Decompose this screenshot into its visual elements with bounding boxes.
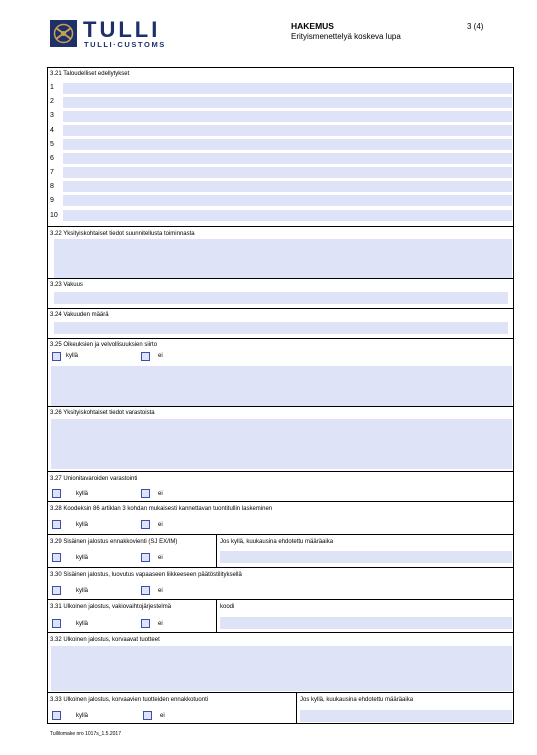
text-area[interactable] [51, 419, 512, 469]
no-checkbox[interactable] [141, 520, 150, 529]
section-label: 3.33 Ulkoinen jalostus, korvaavien tuotteiden ennakkotuonti [50, 697, 209, 703]
row-number: 2 [50, 98, 54, 105]
divider [47, 567, 514, 568]
text-field[interactable] [63, 139, 512, 150]
divider [47, 278, 514, 279]
divider [47, 632, 514, 633]
text-field[interactable] [63, 111, 512, 122]
row-number: 4 [50, 127, 54, 134]
no-label: ei [158, 588, 163, 594]
text-field[interactable] [63, 181, 512, 192]
no-checkbox[interactable] [143, 711, 152, 720]
section-label: 3.29 Sisäinen jalostus ennakkovienti (SJ EX/IM) [50, 539, 178, 545]
section-label: 3.28 Koodeksin 86 artiklan 3 kohdan mukaisesti kannettavan tuontitullin laskeminen [50, 506, 273, 512]
divider [47, 471, 514, 472]
logo-text: TULLI [83, 17, 161, 42]
column-divider [216, 534, 217, 567]
no-label: ei [158, 555, 163, 561]
section-label: 3.31 Ulkoinen jalostus, vakiovaihtojärjestelmä [50, 604, 172, 610]
no-label: ei [158, 353, 163, 359]
row-number: 8 [50, 183, 54, 190]
right-label: koodi [220, 604, 235, 610]
divider [47, 406, 514, 407]
no-checkbox[interactable] [141, 619, 150, 628]
no-label: ei [158, 621, 163, 627]
no-checkbox[interactable] [141, 553, 150, 562]
months-field[interactable] [220, 551, 512, 563]
section-label: 3.22 Yksityiskohtaiset tiedot suunnitellusta toiminnasta [50, 231, 195, 237]
right-label: Jos kyllä, kuukausina ehdotettu määräaika [300, 697, 414, 703]
form-id: Tullilomake nro 1017s_1.5.2017 [50, 731, 121, 737]
divider [47, 338, 514, 339]
section-label: 3.26 Yksityiskohtaiset tiedot varastoista [50, 410, 155, 416]
yes-label: kyllä [76, 491, 89, 497]
section-label: 3.24 Vakuuden määrä [50, 312, 109, 318]
text-area[interactable] [54, 239, 512, 279]
text-area[interactable] [51, 646, 512, 691]
text-field[interactable] [63, 153, 512, 164]
divider [47, 226, 514, 227]
row-number: 6 [50, 155, 54, 162]
divider [47, 501, 514, 502]
text-field[interactable] [63, 97, 512, 108]
section-label: 3.23 Vakuus [50, 282, 83, 288]
section-label: 3.32 Ulkoinen jalostus, korvaavat tuotteet [50, 637, 160, 643]
row-number: 5 [50, 141, 54, 148]
yes-checkbox[interactable] [52, 619, 61, 628]
row-number: 3 [50, 112, 54, 119]
divider [47, 534, 514, 535]
text-field[interactable] [63, 125, 512, 136]
no-label: ei [158, 522, 163, 528]
no-checkbox[interactable] [141, 489, 150, 498]
yes-label: kyllä [66, 353, 79, 359]
months-field[interactable] [300, 710, 512, 722]
yes-checkbox[interactable] [52, 586, 61, 595]
text-field[interactable] [63, 195, 512, 206]
yes-checkbox[interactable] [52, 711, 61, 720]
row-number: 9 [50, 197, 54, 204]
yes-label: kyllä [76, 621, 89, 627]
yes-label: kyllä [76, 522, 89, 528]
row-number: 7 [50, 169, 54, 176]
section-label: 3.21 Taloudelliset edellytykset [50, 71, 130, 77]
yes-checkbox[interactable] [52, 553, 61, 562]
yes-checkbox[interactable] [52, 520, 61, 529]
text-field[interactable] [63, 167, 512, 178]
yes-checkbox[interactable] [52, 352, 61, 361]
section-label: 3.25 Oikeuksien ja velvollisuuksien siirto [50, 342, 158, 348]
no-checkbox[interactable] [141, 586, 150, 595]
yes-checkbox[interactable] [52, 489, 61, 498]
row-number: 1 [50, 84, 54, 91]
row-number: 10 [50, 212, 58, 219]
no-label: ei [158, 491, 163, 497]
divider [47, 692, 514, 693]
form-subtitle: Erityismenettelyä koskeva lupa [291, 32, 401, 41]
text-area[interactable] [51, 366, 512, 406]
text-field[interactable] [63, 83, 512, 94]
section-label: 3.30 Sisäinen jalostus, luovutus vapaaseen liikkeeseen päätöstilityksellä [50, 572, 242, 578]
divider [47, 599, 514, 600]
yes-label: kyllä [76, 555, 89, 561]
text-field[interactable] [54, 322, 508, 334]
logo-subtext: TULLI·CUSTOMS [84, 40, 166, 49]
no-checkbox[interactable] [141, 352, 150, 361]
yes-label: kyllä [76, 588, 89, 594]
text-field[interactable] [54, 292, 508, 304]
no-label: ei [160, 713, 165, 719]
code-field[interactable] [220, 617, 512, 629]
text-field[interactable] [63, 210, 512, 221]
section-label: 3.27 Unionitavaroiden varastointi [50, 476, 138, 482]
form-title: HAKEMUS [291, 21, 334, 31]
divider [47, 308, 514, 309]
customs-logo-icon [50, 20, 77, 47]
column-divider [216, 599, 217, 632]
column-divider [296, 692, 297, 724]
yes-label: kyllä [76, 713, 89, 719]
page-number: 3 (4) [467, 22, 484, 31]
right-label: Jos kyllä, kuukausina ehdotettu määräaika [220, 539, 334, 545]
